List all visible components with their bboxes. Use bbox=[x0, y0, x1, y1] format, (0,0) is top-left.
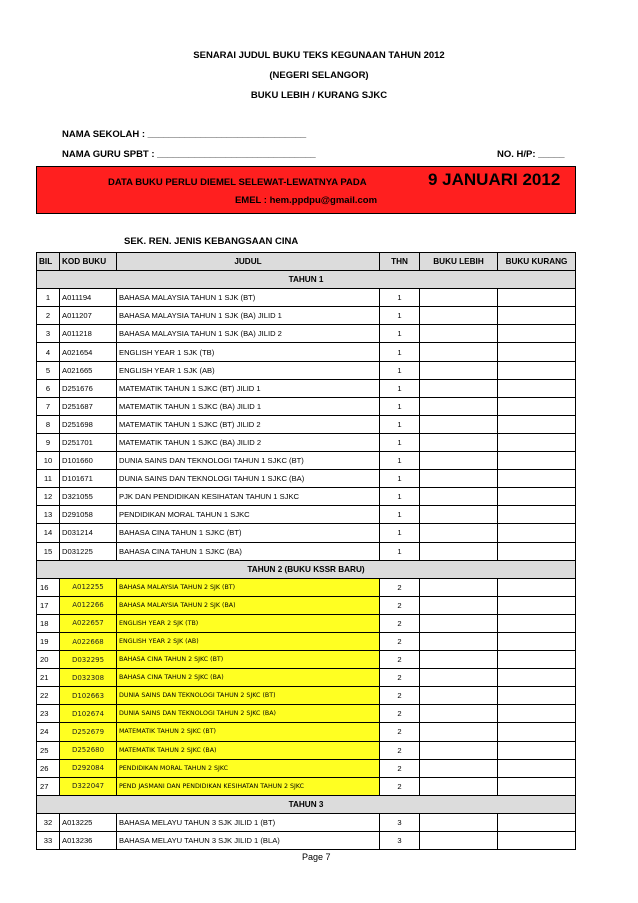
cell-judul: MATEMATIK TAHUN 1 SJKC (BA) JILID 2 bbox=[117, 433, 380, 451]
cell-kod-buku: D291058 bbox=[60, 506, 117, 524]
cell-judul: DUNIA SAINS DAN TEKNOLOGI TAHUN 2 SJKC (BT) bbox=[117, 687, 380, 705]
table-row bbox=[37, 325, 576, 343]
cell-thn: 1 bbox=[380, 289, 420, 307]
cell-buku-lebih[interactable] bbox=[420, 506, 498, 524]
cell-buku-kurang[interactable] bbox=[498, 578, 576, 596]
cell-kod-buku: D251676 bbox=[60, 379, 117, 397]
cell-buku-kurang[interactable] bbox=[498, 433, 576, 451]
cell-judul: MATEMATIK TAHUN 1 SJKC (BT) JILID 1 bbox=[117, 379, 380, 397]
deadline-text: DATA BUKU PERLU DIEMEL SELEWAT-LEWATNYA PADA bbox=[108, 177, 367, 188]
cell-buku-lebih[interactable] bbox=[420, 325, 498, 343]
cell-buku-kurang[interactable] bbox=[498, 614, 576, 632]
cell-buku-kurang[interactable] bbox=[498, 289, 576, 307]
doc-title-line2: (NEGERI SELANGOR) bbox=[269, 70, 369, 81]
cell-judul: BAHASA MELAYU TAHUN 3 SJK JILID 1 (BLA) bbox=[117, 832, 380, 850]
table-header-row bbox=[37, 253, 576, 271]
cell-bil: 23 bbox=[37, 705, 60, 723]
table-row bbox=[37, 452, 576, 470]
cell-buku-kurang[interactable] bbox=[498, 669, 576, 687]
cell-kod-buku: D031214 bbox=[60, 524, 117, 542]
cell-buku-kurang[interactable] bbox=[498, 777, 576, 795]
cell-judul: BAHASA CINA TAHUN 2 SJKC (BA) bbox=[117, 669, 380, 687]
cell-bil: 18 bbox=[37, 614, 60, 632]
table-row bbox=[37, 361, 576, 379]
cell-judul: BAHASA MALAYSIA TAHUN 1 SJK (BA) JILID 2 bbox=[117, 325, 380, 343]
cell-bil: 1 bbox=[37, 289, 60, 307]
table-row bbox=[37, 470, 576, 488]
cell-buku-lebih[interactable] bbox=[420, 433, 498, 451]
cell-judul: BAHASA CINA TAHUN 2 SJKC (BT) bbox=[117, 651, 380, 669]
col-buku-kurang: BUKU KURANG bbox=[498, 253, 576, 271]
cell-thn: 2 bbox=[380, 759, 420, 777]
cell-judul: DUNIA SAINS DAN TEKNOLOGI TAHUN 2 SJKC (BA) bbox=[117, 705, 380, 723]
cell-kod-buku: D032295 bbox=[60, 651, 117, 669]
cell-judul: MATEMATIK TAHUN 2 SJKC (BA) bbox=[117, 741, 380, 759]
cell-thn: 1 bbox=[380, 433, 420, 451]
cell-judul: BAHASA MELAYU TAHUN 3 SJK JILID 1 (BT) bbox=[117, 813, 380, 831]
cell-thn: 1 bbox=[380, 524, 420, 542]
table-row bbox=[37, 813, 576, 831]
cell-buku-kurang[interactable] bbox=[498, 415, 576, 433]
cell-buku-kurang[interactable] bbox=[498, 325, 576, 343]
cell-thn: 1 bbox=[380, 379, 420, 397]
cell-buku-lebih[interactable] bbox=[420, 470, 498, 488]
cell-buku-kurang[interactable] bbox=[498, 470, 576, 488]
cell-buku-kurang[interactable] bbox=[498, 542, 576, 560]
cell-buku-lebih[interactable] bbox=[420, 415, 498, 433]
cell-kod-buku: A013225 bbox=[60, 813, 117, 831]
cell-thn: 2 bbox=[380, 723, 420, 741]
table-row bbox=[37, 415, 576, 433]
cell-thn: 1 bbox=[380, 506, 420, 524]
cell-kod-buku: A011194 bbox=[60, 289, 117, 307]
cell-thn: 1 bbox=[380, 325, 420, 343]
cell-thn: 2 bbox=[380, 777, 420, 795]
cell-buku-kurang[interactable] bbox=[498, 307, 576, 325]
cell-buku-kurang[interactable] bbox=[498, 379, 576, 397]
cell-kod-buku: A021654 bbox=[60, 343, 117, 361]
cell-bil: 11 bbox=[37, 470, 60, 488]
page-number: Page 7 bbox=[302, 852, 331, 862]
cell-buku-kurang[interactable] bbox=[498, 687, 576, 705]
cell-kod-buku: A013236 bbox=[60, 832, 117, 850]
cell-thn: 2 bbox=[380, 596, 420, 614]
table-row bbox=[37, 542, 576, 560]
cell-buku-lebih[interactable] bbox=[420, 723, 498, 741]
book-table bbox=[36, 252, 576, 850]
cell-thn: 1 bbox=[380, 452, 420, 470]
cell-kod-buku: D101660 bbox=[60, 452, 117, 470]
cell-thn: 2 bbox=[380, 651, 420, 669]
cell-kod-buku: D321055 bbox=[60, 488, 117, 506]
section-header-row bbox=[37, 271, 576, 289]
cell-kod-buku: D101671 bbox=[60, 470, 117, 488]
cell-kod-buku: D252679 bbox=[60, 723, 117, 741]
cell-judul: MATEMATIK TAHUN 2 SJKC (BT) bbox=[117, 723, 380, 741]
cell-bil: 12 bbox=[37, 488, 60, 506]
cell-thn: 2 bbox=[380, 687, 420, 705]
cell-buku-lebih[interactable] bbox=[420, 397, 498, 415]
cell-buku-lebih[interactable] bbox=[420, 741, 498, 759]
cell-bil: 2 bbox=[37, 307, 60, 325]
cell-thn: 3 bbox=[380, 832, 420, 850]
col-judul: JUDUL bbox=[117, 253, 380, 271]
deadline-banner bbox=[36, 166, 576, 214]
cell-bil: 22 bbox=[37, 687, 60, 705]
table-row bbox=[37, 723, 576, 741]
cell-judul: ENGLISH YEAR 2 SJK (TB) bbox=[117, 614, 380, 632]
cell-thn: 1 bbox=[380, 361, 420, 379]
cell-bil: 19 bbox=[37, 632, 60, 650]
cell-bil: 13 bbox=[37, 506, 60, 524]
cell-thn: 3 bbox=[380, 813, 420, 831]
section-title: TAHUN 2 (BUKU KSSR BARU) bbox=[37, 560, 576, 578]
cell-thn: 2 bbox=[380, 614, 420, 632]
section-header-row bbox=[37, 560, 576, 578]
cell-kod-buku: D252680 bbox=[60, 741, 117, 759]
cell-bil: 6 bbox=[37, 379, 60, 397]
cell-buku-lebih[interactable] bbox=[420, 596, 498, 614]
cell-judul: BAHASA CINA TAHUN 1 SJKC (BA) bbox=[117, 542, 380, 560]
cell-thn: 2 bbox=[380, 669, 420, 687]
cell-buku-lebih[interactable] bbox=[420, 832, 498, 850]
cell-buku-lebih[interactable] bbox=[420, 705, 498, 723]
email-text: EMEL : hem.ppdpu@gmail.com bbox=[234, 195, 378, 206]
cell-thn: 1 bbox=[380, 488, 420, 506]
cell-kod-buku: A011218 bbox=[60, 325, 117, 343]
cell-judul: BAHASA MALAYSIA TAHUN 2 SJK (BA) bbox=[117, 596, 380, 614]
section-title: TAHUN 1 bbox=[37, 271, 576, 289]
cell-buku-lebih[interactable] bbox=[420, 813, 498, 831]
cell-buku-kurang[interactable] bbox=[498, 397, 576, 415]
cell-judul: BAHASA CINA TAHUN 1 SJKC (BT) bbox=[117, 524, 380, 542]
cell-buku-lebih[interactable] bbox=[420, 578, 498, 596]
cell-kod-buku: D102663 bbox=[60, 687, 117, 705]
table-row bbox=[37, 307, 576, 325]
cell-kod-buku: A011207 bbox=[60, 307, 117, 325]
cell-judul: DUNIA SAINS DAN TEKNOLOGI TAHUN 1 SJKC (BA) bbox=[117, 470, 380, 488]
table-row bbox=[37, 651, 576, 669]
cell-kod-buku: D251698 bbox=[60, 415, 117, 433]
cell-kod-buku: D251687 bbox=[60, 397, 117, 415]
cell-buku-kurang[interactable] bbox=[498, 832, 576, 850]
cell-bil: 20 bbox=[37, 651, 60, 669]
table-row bbox=[37, 343, 576, 361]
cell-buku-kurang[interactable] bbox=[498, 705, 576, 723]
doc-title-line1: SENARAI JUDUL BUKU TEKS KEGUNAAN TAHUN 2012 bbox=[193, 50, 445, 61]
section-title: TAHUN 3 bbox=[37, 795, 576, 813]
cell-buku-lebih[interactable] bbox=[420, 452, 498, 470]
cell-buku-lebih[interactable] bbox=[420, 488, 498, 506]
table-row bbox=[37, 524, 576, 542]
cell-bil: 16 bbox=[37, 578, 60, 596]
cell-judul: ENGLISH YEAR 2 SJK (AB) bbox=[117, 632, 380, 650]
deadline-date: 9 JANUARI 2012 bbox=[428, 170, 561, 189]
cell-bil: 15 bbox=[37, 542, 60, 560]
table-row bbox=[37, 669, 576, 687]
cell-kod-buku: D322047 bbox=[60, 777, 117, 795]
cell-bil: 10 bbox=[37, 452, 60, 470]
cell-bil: 14 bbox=[37, 524, 60, 542]
table-row bbox=[37, 488, 576, 506]
cell-thn: 2 bbox=[380, 741, 420, 759]
cell-buku-kurang[interactable] bbox=[498, 488, 576, 506]
cell-judul: MATEMATIK TAHUN 1 SJKC (BT) JILID 2 bbox=[117, 415, 380, 433]
cell-buku-kurang[interactable] bbox=[498, 343, 576, 361]
cell-bil: 3 bbox=[37, 325, 60, 343]
cell-bil: 32 bbox=[37, 813, 60, 831]
cell-buku-kurang[interactable] bbox=[498, 759, 576, 777]
col-buku-lebih: BUKU LEBIH bbox=[420, 253, 498, 271]
cell-thn: 2 bbox=[380, 632, 420, 650]
table-row bbox=[37, 741, 576, 759]
cell-thn: 1 bbox=[380, 397, 420, 415]
cell-bil: 27 bbox=[37, 777, 60, 795]
cell-judul: PENDIDIKAN MORAL TAHUN 1 SJKC bbox=[117, 506, 380, 524]
table-row bbox=[37, 596, 576, 614]
cell-kod-buku: A012266 bbox=[60, 596, 117, 614]
cell-judul: DUNIA SAINS DAN TEKNOLOGI TAHUN 1 SJKC (BT) bbox=[117, 452, 380, 470]
cell-judul: ENGLISH YEAR 1 SJK (TB) bbox=[117, 343, 380, 361]
cell-judul: BAHASA MALAYSIA TAHUN 1 SJK (BA) JILID 1 bbox=[117, 307, 380, 325]
doc-title-line3: BUKU LEBIH / KURANG SJKC bbox=[250, 90, 388, 101]
cell-buku-kurang[interactable] bbox=[498, 506, 576, 524]
cell-bil: 24 bbox=[37, 723, 60, 741]
cell-bil: 9 bbox=[37, 433, 60, 451]
cell-judul: BAHASA MALAYSIA TAHUN 2 SJK (BT) bbox=[117, 578, 380, 596]
table-row bbox=[37, 759, 576, 777]
cell-buku-lebih[interactable] bbox=[420, 759, 498, 777]
cell-judul: PENDIDIKAN MORAL TAHUN 2 SJKC bbox=[117, 759, 380, 777]
school-type: SEK. REN. JENIS KEBANGSAAN CINA bbox=[124, 236, 299, 247]
table-row bbox=[37, 397, 576, 415]
cell-kod-buku: A012255 bbox=[60, 578, 117, 596]
cell-buku-kurang[interactable] bbox=[498, 452, 576, 470]
cell-bil: 25 bbox=[37, 741, 60, 759]
cell-judul: ENGLISH YEAR 1 SJK (AB) bbox=[117, 361, 380, 379]
table-row bbox=[37, 632, 576, 650]
cell-kod-buku: A022657 bbox=[60, 614, 117, 632]
school-name-field: NAMA SEKOLAH : ______________________________ bbox=[62, 129, 307, 140]
cell-bil: 17 bbox=[37, 596, 60, 614]
cell-bil: 4 bbox=[37, 343, 60, 361]
cell-buku-kurang[interactable] bbox=[498, 361, 576, 379]
cell-buku-lebih[interactable] bbox=[420, 632, 498, 650]
cell-buku-lebih[interactable] bbox=[420, 343, 498, 361]
table-row bbox=[37, 379, 576, 397]
cell-bil: 8 bbox=[37, 415, 60, 433]
cell-buku-kurang[interactable] bbox=[498, 813, 576, 831]
cell-bil: 7 bbox=[37, 397, 60, 415]
cell-bil: 33 bbox=[37, 832, 60, 850]
cell-buku-kurang[interactable] bbox=[498, 741, 576, 759]
table-row bbox=[37, 705, 576, 723]
cell-buku-lebih[interactable] bbox=[420, 379, 498, 397]
cell-buku-kurang[interactable] bbox=[498, 723, 576, 741]
cell-buku-lebih[interactable] bbox=[420, 614, 498, 632]
cell-buku-lebih[interactable] bbox=[420, 687, 498, 705]
table-row bbox=[37, 614, 576, 632]
cell-kod-buku: A022668 bbox=[60, 632, 117, 650]
cell-thn: 2 bbox=[380, 578, 420, 596]
cell-thn: 1 bbox=[380, 307, 420, 325]
cell-kod-buku: A021665 bbox=[60, 361, 117, 379]
cell-thn: 1 bbox=[380, 470, 420, 488]
cell-judul: MATEMATIK TAHUN 1 SJKC (BA) JILID 1 bbox=[117, 397, 380, 415]
cell-kod-buku: D102674 bbox=[60, 705, 117, 723]
cell-thn: 1 bbox=[380, 415, 420, 433]
teacher-name-field: NAMA GURU SPBT : ______________________________ bbox=[62, 149, 316, 160]
cell-buku-kurang[interactable] bbox=[498, 596, 576, 614]
table-row bbox=[37, 832, 576, 850]
table-row bbox=[37, 687, 576, 705]
cell-judul: PEND JASMANI DAN PENDIDIKAN KESIHATAN TAHUN 2 SJKC bbox=[117, 777, 380, 795]
cell-kod-buku: D031225 bbox=[60, 542, 117, 560]
table-row bbox=[37, 506, 576, 524]
cell-thn: 1 bbox=[380, 542, 420, 560]
cell-bil: 21 bbox=[37, 669, 60, 687]
cell-buku-lebih[interactable] bbox=[420, 307, 498, 325]
cell-buku-lebih[interactable] bbox=[420, 777, 498, 795]
table-row bbox=[37, 289, 576, 307]
phone-field: NO. H/P: _____ bbox=[497, 149, 565, 160]
cell-judul: PJK DAN PENDIDIKAN KESIHATAN TAHUN 1 SJKC bbox=[117, 488, 380, 506]
col-bil: BIL bbox=[37, 253, 60, 271]
cell-bil: 5 bbox=[37, 361, 60, 379]
cell-kod-buku: D292084 bbox=[60, 759, 117, 777]
cell-buku-lebih[interactable] bbox=[420, 289, 498, 307]
col-kod-buku: KOD BUKU bbox=[60, 253, 117, 271]
cell-kod-buku: D251701 bbox=[60, 433, 117, 451]
cell-buku-lebih[interactable] bbox=[420, 651, 498, 669]
table-row bbox=[37, 433, 576, 451]
cell-thn: 1 bbox=[380, 343, 420, 361]
table-row bbox=[37, 777, 576, 795]
cell-buku-lebih[interactable] bbox=[420, 524, 498, 542]
cell-buku-kurang[interactable] bbox=[498, 524, 576, 542]
table-body bbox=[37, 271, 576, 850]
col-thn: THN bbox=[380, 253, 420, 271]
cell-buku-kurang[interactable] bbox=[498, 632, 576, 650]
cell-buku-kurang[interactable] bbox=[498, 651, 576, 669]
cell-buku-lebih[interactable] bbox=[420, 542, 498, 560]
cell-buku-lebih[interactable] bbox=[420, 669, 498, 687]
table-row bbox=[37, 578, 576, 596]
cell-bil: 26 bbox=[37, 759, 60, 777]
cell-judul: BAHASA MALAYSIA TAHUN 1 SJK (BT) bbox=[117, 289, 380, 307]
cell-kod-buku: D032308 bbox=[60, 669, 117, 687]
section-header-row bbox=[37, 795, 576, 813]
cell-buku-lebih[interactable] bbox=[420, 361, 498, 379]
cell-thn: 2 bbox=[380, 705, 420, 723]
